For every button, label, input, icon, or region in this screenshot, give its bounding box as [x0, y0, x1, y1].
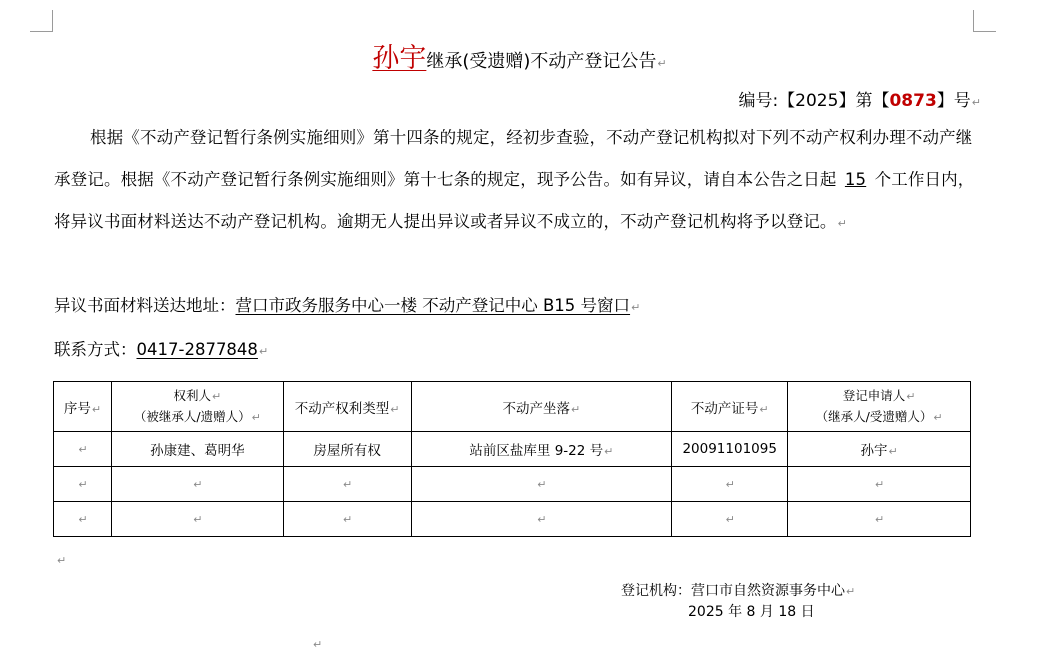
cell-right-type: 房屋所有权	[283, 432, 411, 467]
objection-days: 15	[844, 170, 867, 189]
notice-body	[54, 117, 976, 245]
cell-cert-no: ↵	[672, 467, 788, 502]
doc-no-prefix: 编号:【2025】第【	[738, 91, 890, 111]
title-name: 孙宇	[372, 43, 427, 74]
objection-address	[54, 292, 640, 316]
header-holder-line1: 权利人	[173, 387, 211, 403]
contact-info	[54, 336, 268, 360]
cell-location: ↵	[411, 467, 672, 502]
header-seq: 序号↵	[54, 382, 112, 432]
cell-location: 站前区盐库里 9-22 号↵	[411, 432, 672, 467]
document-number	[738, 86, 981, 111]
body-part2: 个工作日内，将异议书面材料送达不动产登记机构。逾期无人提出异议或者异议不成立的，不动产登记机构将予以登记。	[54, 170, 975, 231]
cell-right-type: ↵	[283, 502, 411, 537]
contact-label: 联系方式：	[54, 340, 137, 359]
table-row	[54, 467, 971, 502]
table-row	[54, 432, 971, 467]
cell-seq: ↵	[54, 467, 112, 502]
objection-address-value: 营口市政务服务中心一楼 不动产登记中心 B15 号窗口	[235, 296, 631, 315]
cell-applicant: ↵	[788, 467, 971, 502]
cell-cert-no: ↵	[672, 502, 788, 537]
crop-mark-top-left	[30, 10, 53, 32]
cell-holder: 孙康建、葛明华	[111, 432, 283, 467]
cell-location: ↵	[411, 502, 672, 537]
paragraph-mark-icon: ↵	[971, 96, 981, 109]
registration-table	[53, 381, 971, 537]
paragraph-mark-icon: ↵	[313, 638, 323, 651]
paragraph-mark-icon: ↵	[631, 301, 641, 314]
cell-applicant: ↵	[788, 502, 971, 537]
paragraph-mark-icon: ↵	[657, 57, 667, 70]
doc-no-number: 0873	[889, 91, 937, 111]
doc-no-suffix: 】号	[936, 91, 971, 111]
cell-cert-no: 20091101095	[672, 432, 788, 467]
notice-date: 2025 年 8 月 18 日	[688, 604, 815, 620]
header-cert-no: 不动产证号↵	[672, 382, 788, 432]
registration-authority: 登记机构：营口市自然资源事务中心↵	[621, 583, 856, 599]
contact-phone: 0417-2877848	[136, 340, 258, 359]
cell-holder: ↵	[111, 467, 283, 502]
cell-right-type: ↵	[283, 467, 411, 502]
objection-address-label: 异议书面材料送达地址：	[54, 296, 236, 315]
cell-seq: ↵	[54, 432, 112, 467]
table-row	[54, 502, 971, 537]
cell-applicant: 孙宇↵	[788, 432, 971, 467]
header-holder: 权利人↵ （被继承人/遗赠人）↵	[111, 382, 283, 432]
cell-holder: ↵	[111, 502, 283, 537]
title-rest: 继承(受遗赠)不动产登记公告	[426, 51, 657, 72]
header-applicant-line2: （继承人/受遗赠人）	[815, 408, 933, 424]
table-header-row	[54, 382, 971, 432]
header-location: 不动产坐落↵	[411, 382, 672, 432]
paragraph-mark-icon: ↵	[837, 217, 847, 230]
crop-mark-top-right	[973, 10, 996, 32]
header-right-type: 不动产权利类型↵	[283, 382, 411, 432]
header-holder-line2: （被继承人/遗赠人）	[133, 408, 251, 424]
header-applicant: 登记申请人↵ （继承人/受遗赠人）↵	[788, 382, 971, 432]
paragraph-mark-icon: ↵	[57, 554, 67, 567]
body-part1: 根据《不动产登记暂行条例实施细则》第十四条的规定，经初步查验，不动产登记机构拟对下列不动产权利办理不动产继承登记。根据《不动产登记暂行条例实施细则》第十七条的规定，现予公告。如有异议，请自本公告之日起	[54, 128, 973, 189]
notice-title	[0, 36, 1039, 75]
cell-seq: ↵	[54, 502, 112, 537]
header-applicant-line1: 登记申请人	[842, 387, 906, 403]
paragraph-mark-icon: ↵	[258, 345, 269, 358]
